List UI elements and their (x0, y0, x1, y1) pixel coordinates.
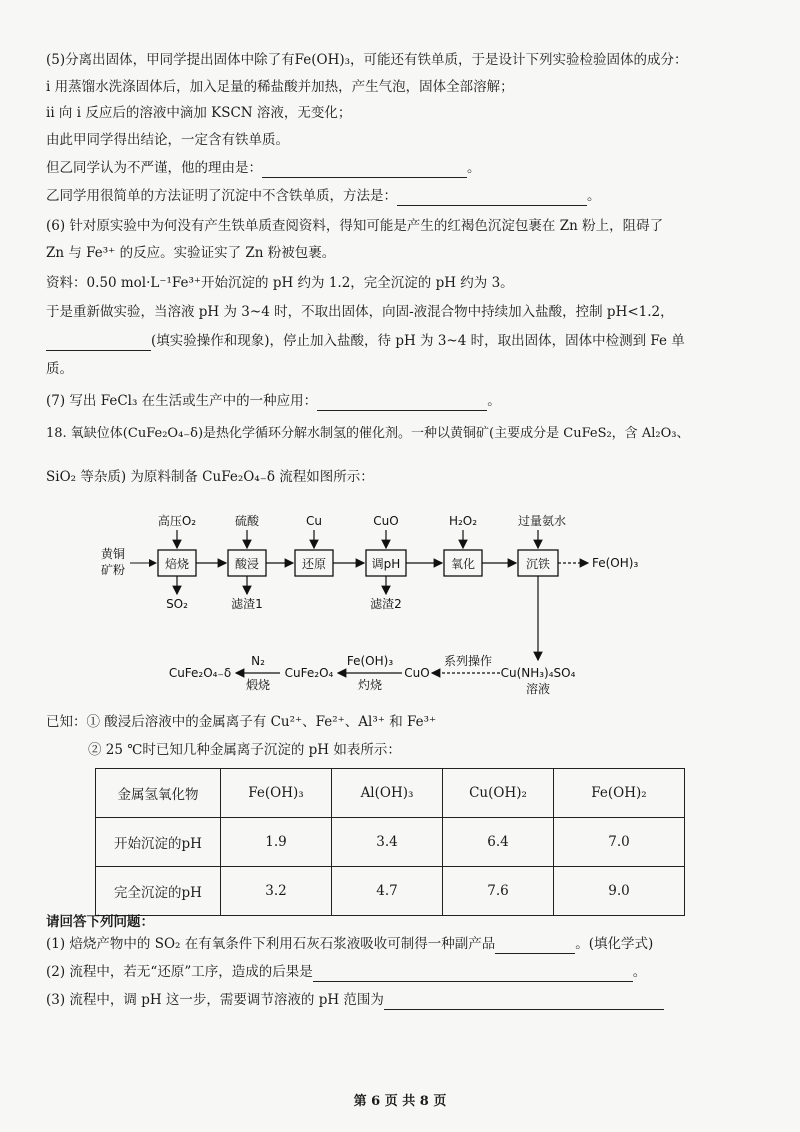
q5-step-i: i 用蒸馏水洗涤固体后，加入足量的稀盐酸并加热，产生气泡，固体全部溶解； (46, 79, 514, 95)
question-3 (46, 990, 664, 1010)
output-label: SO₂ (166, 597, 188, 611)
q5-intro: (5)分离出固体，甲同学提出固体中除了有Fe(OH)₃，可能还有铁单质，于是设计下列实验检验固体的成分： (46, 52, 688, 68)
question-2: (2) 流程中，若无“还原”工序，造成的后果是 。 (46, 964, 647, 980)
known-item1 (46, 712, 436, 732)
table-cell: 7.0 (554, 818, 685, 867)
output-label: 滤渣1 (231, 597, 263, 611)
questions-intro: 请回答下列问题： (46, 914, 154, 930)
feed-label: 矿粉 (100, 563, 126, 577)
op-series: 系列操作 (443, 654, 493, 668)
q6-redo: 于是重新做实验，当溶液 pH 为 3~4 时，不取出固体，向固-液混合物中持续加入盐酸，控制 pH<1.2， (46, 304, 674, 320)
table-row (96, 867, 685, 916)
q6-material: 资料：0.50 mol·L⁻¹Fe³⁺开始沉淀的 pH 约为 1.2，完全沉淀的 pH 约为 3。 (46, 275, 514, 291)
cond-calcine: 灼烧 (357, 678, 383, 692)
table-cell: 开始沉淀的pH (96, 818, 221, 867)
table-cell: 3.2 (221, 867, 332, 916)
final-product: CuFe₂O₄₋δ (168, 666, 232, 680)
known-text-1: ① 酸浸后溶液中的金属离子有 Cu²⁺、Fe²⁺、Al³⁺ 和 Fe³⁺ (86, 714, 437, 730)
q3-text: (3) 流程中，调 pH 这一步，需要调节溶液的 pH 范围为 (46, 992, 384, 1008)
q18-line1: 18. 氧缺位体(CuFe₂O₄₋δ)是热化学循环分解水制氢的催化剂。一种以黄铜矿(主要成分是 CuFeS₂，含 Al₂O₃、 (46, 426, 690, 441)
output-label: 滤渣2 (370, 597, 402, 611)
feed-label: 黄铜 (100, 547, 126, 561)
reason-text: 但乙同学认为不严谨，他的理由是： (46, 160, 262, 176)
table-cell: 9.0 (554, 867, 685, 916)
input-label: 硫酸 (234, 514, 260, 528)
q5-step-ii: ii 向 i 反应后的溶液中滴加 KSCN 溶液，无变化； (46, 105, 352, 121)
table-header-cell: 金属氢氧化物 (96, 769, 221, 818)
q2-text: (2) 流程中，若无“还原”工序，造成的后果是 (46, 964, 313, 980)
input-label: 过量氨水 (517, 514, 567, 528)
known-label: 已知： (46, 714, 87, 730)
cuo-label: CuO (404, 666, 430, 680)
table-header-cell: Cu(OH)₂ (443, 769, 554, 818)
answer-blank[interactable] (384, 1009, 664, 1010)
q5-conclusion: 由此甲同学得出结论，一定含有铁单质。 (46, 132, 289, 148)
step-label: 沉铁 (525, 557, 551, 571)
reagent-fe-oh3: Fe(OH)₃ (346, 654, 394, 668)
table-header-row (96, 769, 685, 818)
step-label: 焙烧 (164, 557, 190, 571)
precipitation-ph-table (95, 768, 685, 916)
table-cell: 完全沉淀的pH (96, 867, 221, 916)
q5-reason: 但乙同学认为不严谨，他的理由是： 。 (46, 160, 481, 176)
q18-line2: SiO₂ 等杂质) 为原料制备 CuFe₂O₄₋δ 流程如图所示： (46, 469, 374, 485)
input-label: Cu (306, 514, 322, 528)
method-text: 乙同学用很简单的方法证明了沉淀中不含铁单质，方法是： (46, 188, 397, 204)
q6-end: 质。 (46, 361, 73, 377)
solution-formula: Cu(NH₃)₄SO₄ (500, 666, 576, 680)
input-label: CuO (373, 514, 399, 528)
table-cell: 1.9 (221, 818, 332, 867)
table-header-cell: Fe(OH)₂ (554, 769, 685, 818)
ferrite-label: CuFe₂O₄ (284, 666, 334, 680)
input-label: 高压O₂ (157, 514, 197, 528)
table-cell: 4.7 (332, 867, 443, 916)
q1-text: (1) 焙烧产物中的 SO₂ 在有氧条件下利用石灰石浆液吸收可制得一种副产品 (46, 936, 496, 952)
product-fe-oh3: Fe(OH)₃ (592, 556, 639, 570)
q6-line1: (6) 针对原实验中为何没有产生铁单质查阅资料，得知可能是产生的红褐色沉淀包裹在 Zn 粉上，阻碍了 (46, 218, 664, 234)
step-label: 还原 (301, 557, 327, 571)
question-1 (46, 934, 653, 954)
step-label: 氧化 (450, 557, 476, 571)
table-cell: 7.6 (443, 867, 554, 916)
step-label: 调pH (371, 557, 401, 571)
q7: (7) 写出 FeCl₃ 在生活或生产中的一种应用： 。 (46, 393, 501, 409)
table-cell: 6.4 (443, 818, 554, 867)
cond-calcine2: 煅烧 (245, 678, 271, 692)
solution-label: 溶液 (525, 682, 551, 696)
table-row (96, 818, 685, 867)
page-footer: 第 6 页 共 8 页 (353, 1094, 447, 1109)
q7-text: (7) 写出 FeCl₃ 在生活或生产中的一种应用： (46, 393, 318, 409)
q6-line2: Zn 与 Fe³⁺ 的反应。实验证实了 Zn 粉被包裹。 (46, 245, 336, 261)
table-header-cell: Fe(OH)₃ (221, 769, 332, 818)
q5-method: 乙同学用很简单的方法证明了沉淀中不含铁单质，方法是： 。 (46, 188, 601, 204)
answer-blank[interactable] (313, 981, 633, 982)
known-item2: ② 25 ℃时已知几种金属离子沉淀的 pH 如表所示： (88, 742, 401, 758)
answer-blank[interactable] (495, 953, 575, 954)
step-label: 酸浸 (234, 557, 260, 571)
table-header-cell: Al(OH)₃ (332, 769, 443, 818)
q1-tail: 。(填化学式) (575, 936, 654, 952)
fill-text: (填实验操作和现象)，停止加入盐酸，待 pH 为 3~4 时，取出固体，固体中检测到 Fe 单 (151, 333, 685, 349)
input-label: H₂O₂ (448, 514, 478, 528)
reagent-n2: N₂ (251, 654, 265, 668)
table-cell: 3.4 (332, 818, 443, 867)
